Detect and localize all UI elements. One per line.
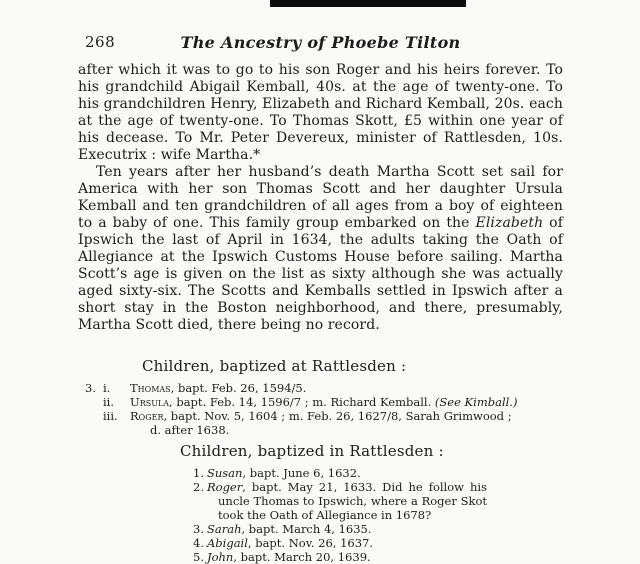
child-details: , bapt. March 4, 1635.: [241, 522, 372, 536]
child-entry: [130, 395, 563, 409]
child-roman-numeral: ii.: [103, 395, 115, 409]
child-entry: [130, 381, 563, 395]
child-number: 3.: [193, 522, 204, 536]
child-entry: [130, 409, 563, 437]
paragraph-voyage-text-before: Ten years after her husband’s death Martha Scott set sail for America with her son Thomas Scott and her daughter Ursula Kemball and ten grandchildren of all ages from a boy of eighteen to a baby of one. This family group embarked on the: [78, 164, 563, 231]
scan-artifact-bar: [270, 0, 466, 7]
child-name: John: [206, 550, 234, 564]
children-list-rattlesden-1: [85, 381, 563, 437]
paragraph-voyage-text-after: of Ipswich the last of April in 1634, the adults taking the Oath of Allegiance at the Ipswich Customs House before sailing. Martha Scott’s age is given on the list as sixty although she was actually aged sixty-six. The Scotts and Kemballs settled in Ipswich after a short stay in the Boston neighborhood, and there, presumably, Martha Scott died, there being no record.: [78, 215, 563, 333]
child-details: , bapt. March 20, 1639.: [233, 550, 371, 564]
child-name: Roger: [130, 409, 164, 423]
list-item: [193, 480, 487, 522]
running-title: The Ancestry of Phoebe Tilton: [180, 33, 461, 52]
section1-heading: Children, baptized at Rattlesden :: [142, 357, 407, 375]
list-item: [85, 381, 563, 395]
cross-reference-note: (See Kimball.): [434, 395, 518, 409]
child-name: Thomas: [130, 381, 171, 395]
child-details-continuation: d. after 1638.: [150, 423, 230, 437]
child-details: , bapt. June 6, 1632.: [242, 466, 361, 480]
child-name: Ursula: [130, 395, 170, 409]
paragraph-voyage: [78, 164, 563, 334]
list-item: [193, 536, 487, 550]
child-generation-number: 3.: [85, 381, 96, 395]
child-details: , bapt. Nov. 5, 1604 ; m. Feb. 26, 1627/8, Sarah Grimwood ;: [163, 409, 512, 423]
child-details: , bapt. Feb. 14, 1596/7 ; m. Richard Kemball.: [169, 395, 435, 409]
child-number: 4.: [193, 536, 204, 550]
list-item: [85, 409, 563, 437]
child-name: Roger: [206, 480, 243, 494]
children-list-rattlesden-2: [193, 466, 487, 564]
child-generation-number: [85, 395, 103, 409]
page-header: [78, 33, 563, 53]
ship-name: Elizabeth: [475, 215, 544, 231]
child-roman-numeral: iii.: [103, 409, 118, 423]
page-number: 268: [85, 33, 116, 51]
child-name: Abigail: [206, 536, 248, 550]
child-number: 1.: [193, 466, 204, 480]
child-generation-number: [85, 409, 103, 437]
child-number: 2.: [193, 480, 204, 494]
child-details: , bapt. Feb. 26, 1594/5.: [170, 381, 307, 395]
list-item: [193, 522, 487, 536]
list-item: [193, 550, 487, 564]
child-details: , bapt. May 21, 1633. Did he follow his uncle Thomas to Ipswich, where a Roger Skot took the Oath of Allegiance in 1678?: [218, 480, 487, 522]
child-number: 5.: [193, 550, 204, 564]
list-item: [85, 395, 563, 409]
child-details: , bapt. Nov. 26, 1637.: [247, 536, 374, 550]
list-item: [193, 466, 487, 480]
child-roman-numeral: i.: [103, 381, 111, 395]
paragraph-will-bequests: [78, 62, 563, 164]
child-name: Susan: [206, 466, 243, 480]
paragraph-will-text: after which it was to go to his son Roger and his heirs forever. To his grandchild Abigail Kemball, 40s. at the age of twenty-one. To his grandchildren Henry, Elizabeth and Richard Kemball, 20s. each at the age of twenty-one. To Thomas Skott, £5 within one year of his decease. To Mr. Peter Devereux, minister of Rattlesden, 10s. Executrix : wife Martha.*: [78, 62, 563, 163]
section2-heading: Children, baptized in Rattlesden :: [180, 442, 444, 460]
child-name: Sarah: [206, 522, 242, 536]
